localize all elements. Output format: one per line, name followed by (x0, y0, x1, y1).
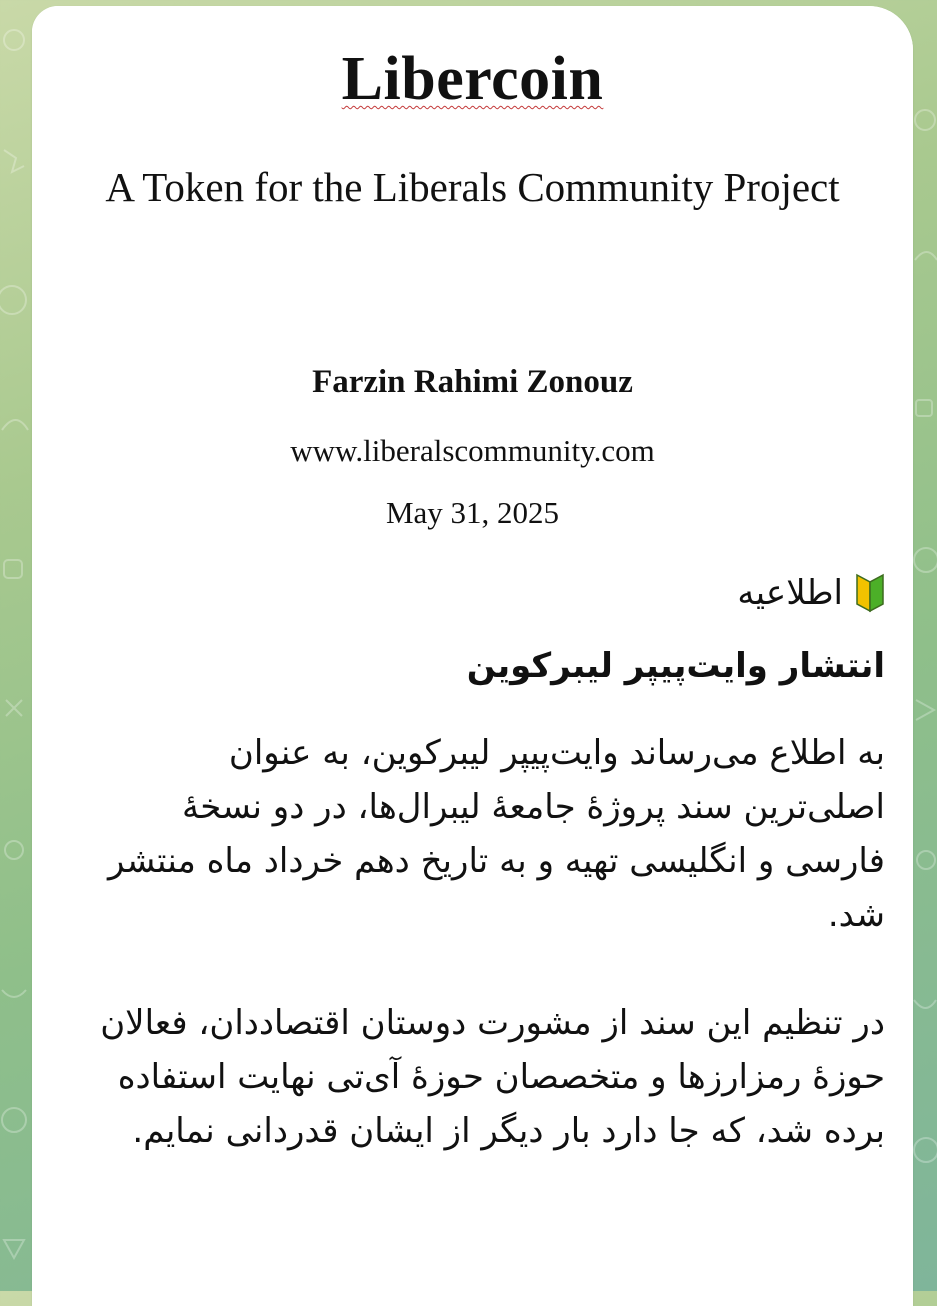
message-headline: انتشار وایت‌پیپر لیبرکوین (466, 646, 885, 686)
document-title: Libercoin (341, 45, 604, 113)
message-paragraph-2: در تنظیم این سند از مشورت دوستان اقتصاددان، فعالان حوزهٔ رمزارزها و متخصصان حوزهٔ آی‌تی نهایت استفاده برده شد، که جا دارد بار دیگر از ایشان قدردانی نمایم. (100, 1003, 885, 1151)
notice-label: اطلاعیه (737, 573, 843, 613)
message-bubble[interactable] (32, 6, 913, 1306)
document-date: May 31, 2025 (385, 495, 560, 530)
message-text (92, 566, 885, 1158)
document-website: www.liberalscommunity.com (290, 433, 655, 468)
message-paragraph-1: به اطلاع می‌رساند وایت‌پیپر لیبرکوین، به عنوان اصلی‌ترین سند پروژهٔ جامعهٔ لیبرال‌ها، در دو نسخهٔ فارسی و انگلیسی تهیه و به تاریخ دهم خرداد ماه منتشر شد. (107, 733, 885, 935)
green-yellow-shield-icon (855, 573, 885, 613)
whitepaper-preview-image[interactable] (32, 6, 913, 556)
notice-line (92, 566, 885, 620)
document-subtitle: A Token for the Liberals Community Project (105, 164, 840, 210)
document-author: Farzin Rahimi Zonouz (312, 364, 633, 400)
